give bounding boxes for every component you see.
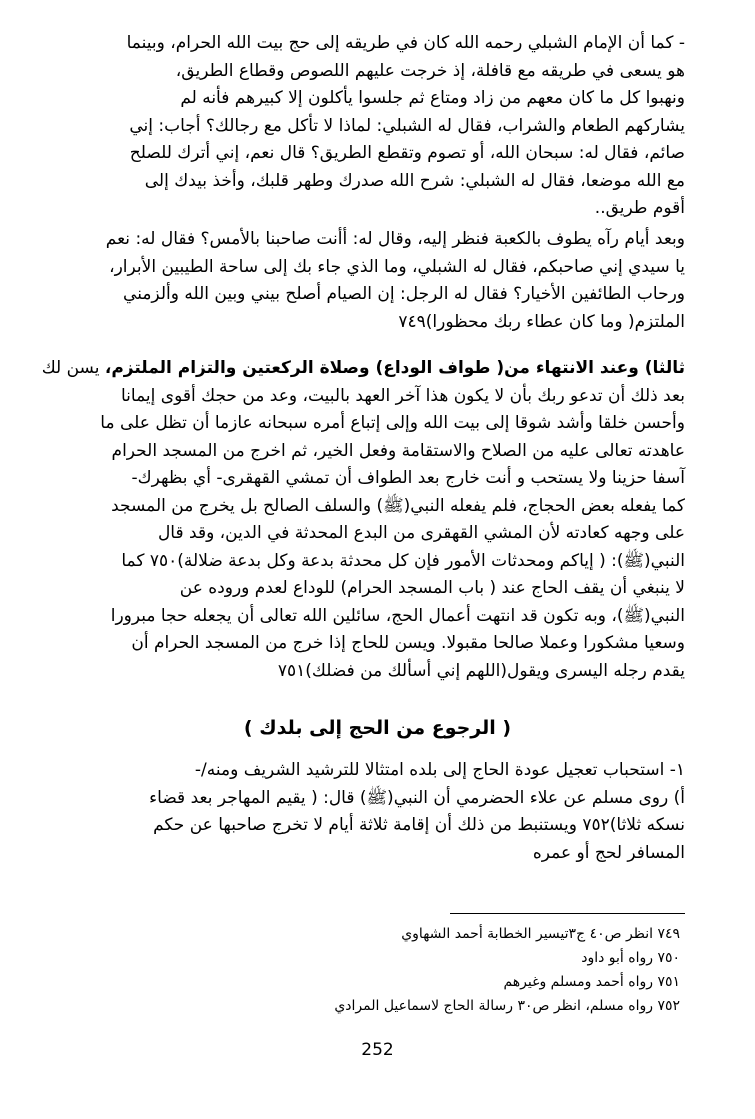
inline-text: يسن لك (41, 358, 105, 378)
text-line-with-heading (41, 355, 685, 383)
footnotes (200, 922, 680, 1018)
text-line: صائم، فقال له: سبحان الله، أو تصوم وتقطع الطريق؟ قال نعم، إني أترك للصلح (129, 143, 685, 163)
section-heading: ( الرجوع من الحج إلى بلدك ) (243, 717, 512, 739)
text-line: أقوم طريق.. (594, 198, 685, 218)
text-line: ١- استحباب تعجيل عودة الحاج إلى بلده امتثالا للترشيد الشريف ومنه/- (194, 760, 685, 780)
text-line: النبي(ﷺ): ( إياكم ومحدثات الأمور فإن كل محدثة بدعة وكل بدعة ضلالة)٧٥٠ كما (121, 550, 685, 571)
footnote: ٧٥١ رواه أحمد ومسلم وغيرهم (503, 974, 680, 990)
text-line: - كما أن الإمام الشبلي رحمه الله كان في طريقه إلى حج بيت الله الحرام، وبينما (126, 33, 685, 53)
footnote: ٧٤٩ انظر ص٤٠ ج٣تيسير الخطابة أحمد الشهاوي (401, 926, 680, 942)
text-line: يشاركهم الطعام والشراب، فقال له الشبلي: لماذا لا تأكل مع رجالك؟ أجاب: إني (129, 115, 685, 136)
text-line: آسفا حزينا ولا يستحب و أنت خارج بعد الطواف أن تمشي القهقرى- أي بظهرك- (131, 468, 685, 488)
text-line: مع الله موضعا، فقال له الشبلي: شرح الله صدرك وطهر قلبك، وأخذ بيدك إلى (144, 170, 685, 191)
text-line: الملتزم( وما كان عطاء ربك محظورا)٧٤٩ (398, 311, 685, 332)
text-line: وسعيا مشكورا وعملا صالحا مقبولا. ويسن للحاج إذا خرج من المسجد الحرام أن (131, 633, 685, 653)
text-line: هو يسعى في طريقه مع قافلة، إذ خرجت عليهم اللصوص وقطاع الطريق، (175, 60, 685, 81)
text-line: النبي(ﷺ)، وبه تكون قد انتهت أعمال الحج، سائلين الله تعالى أن يجعله حجا مبرورا (110, 605, 685, 626)
text-line: وأحسن خلقا وأشد شوقا إلى بيت الله وإلى إتباع أمره سبحانه عازما أن تظل على ما (100, 413, 685, 433)
text-line: ونهبوا كل ما كان معهم من زاد ومتاع ثم جلسوا يأكلون إلا كبيرهم فأنه لم (180, 88, 685, 108)
text-line: لا ينبغي أن يقف الحاج عند ( باب المسجد الحرام) للوداع لعدم وروده عن (179, 578, 685, 598)
paragraph-kaaba-meeting (70, 226, 685, 336)
text-line: أ) روى مسلم عن علاء الحضرمي أن النبي(ﷺ) قال: ( يقيم المهاجر بعد قضاء (149, 787, 685, 808)
paragraph-return-home (70, 757, 685, 867)
paragraph-farewell-tawaf (41, 355, 685, 685)
footnote: ٧٥٠ رواه أبو داود (581, 950, 680, 966)
footnote-divider (450, 913, 685, 914)
text-line: كما يفعله بعض الحجاج، فلم يفعله النبي(ﷺ) والسلف الصالح بل يخرج من المسجد (111, 495, 685, 516)
text-line: بعد ذلك أن تدعو ربك بأن لا يكون هذا آخر العهد بالبيت، وعد من حجك أقوى إيمانا (121, 385, 685, 406)
text-line: ورحاب الطائفين الأخيار؟ فقال له الرجل: إن الصيام أصلح بيني وبين الله وألزمني (123, 284, 685, 304)
inline-bold-heading: ثالثا) وعند الانتهاء من( طواف الوداع) وصلاة الركعتين والتزام الملتزم، (104, 358, 685, 378)
text-line: عاهدته تعالى عليه من الصلاح والاستقامة وفعل الخير، ثم اخرج من المسجد الحرام (111, 440, 685, 461)
text-line: على وجهه كعادته لأن المشي القهقرى من البدع المحدثة في الدين، وقد قال (157, 523, 685, 543)
footnote: ٧٥٢ رواه مسلم، انظر ص٣٠ رسالة الحاج لاسماعيل المرادي (334, 998, 680, 1014)
text-line: يا سيدي إني صاحبكم، فقال له الشبلي، وما الذي جاء بك إلى ساحة الطيبين الأبرار، (109, 256, 685, 277)
text-line: المسافر لحج أو عمره (532, 842, 685, 863)
paragraph-shibli-story (70, 30, 685, 223)
text-line: يقدم رجله اليسرى ويقول(اللهم إني أسألك من فضلك)٧٥١ (277, 660, 685, 681)
text-line: نسكه ثلاثا)٧٥٢ ويستنبط من ذلك أن إقامة ثلاثة أيام لا تخرج صاحبها عن حكم (153, 815, 685, 835)
text-line: وبعد أيام رآه يطوف بالكعبة فنظر إليه، وقال له: أأنت صاحبنا بالأمس؟ فقال له: نعم (105, 229, 685, 249)
page-number: 252 (361, 1040, 394, 1060)
